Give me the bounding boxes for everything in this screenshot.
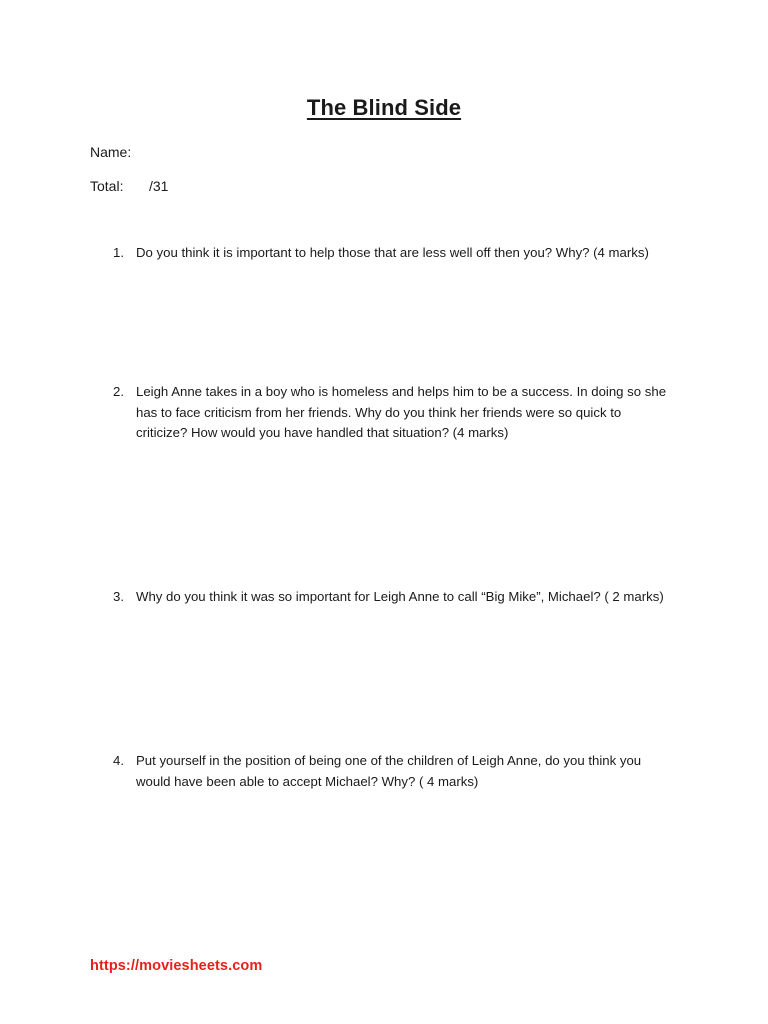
question-number: 3. bbox=[113, 589, 124, 604]
total-label: Total: bbox=[90, 178, 124, 194]
footer-website-link[interactable]: https://moviesheets.com bbox=[90, 958, 263, 974]
question-number: 1. bbox=[113, 245, 124, 260]
page-title: The Blind Side bbox=[306, 95, 462, 120]
total-value: /31 bbox=[149, 178, 169, 194]
question-text: Leigh Anne takes in a boy who is homeless and helps him to be a success. In doing so she has to face criticism from her friends. Why do you think her friends were so quick to criticize? How would you have handled that situation? (4 marks) bbox=[136, 384, 667, 440]
total-line bbox=[90, 177, 168, 195]
question-text: Why do you think it was so important for Leigh Anne to call “Big Mike”, Michael? ( 2 marks) bbox=[136, 589, 664, 604]
question-number: 4. bbox=[113, 753, 124, 768]
name-label: Name: bbox=[90, 144, 132, 160]
name-line bbox=[90, 143, 131, 161]
question-text: Do you think it is important to help those that are less well off then you? Why? (4 marks) bbox=[136, 245, 649, 260]
question-number: 2. bbox=[113, 384, 124, 399]
question-text: Put yourself in the position of being one of the children of Leigh Anne, do you think you would have been able to accept Michael? Why? ( 4 marks) bbox=[136, 753, 642, 789]
